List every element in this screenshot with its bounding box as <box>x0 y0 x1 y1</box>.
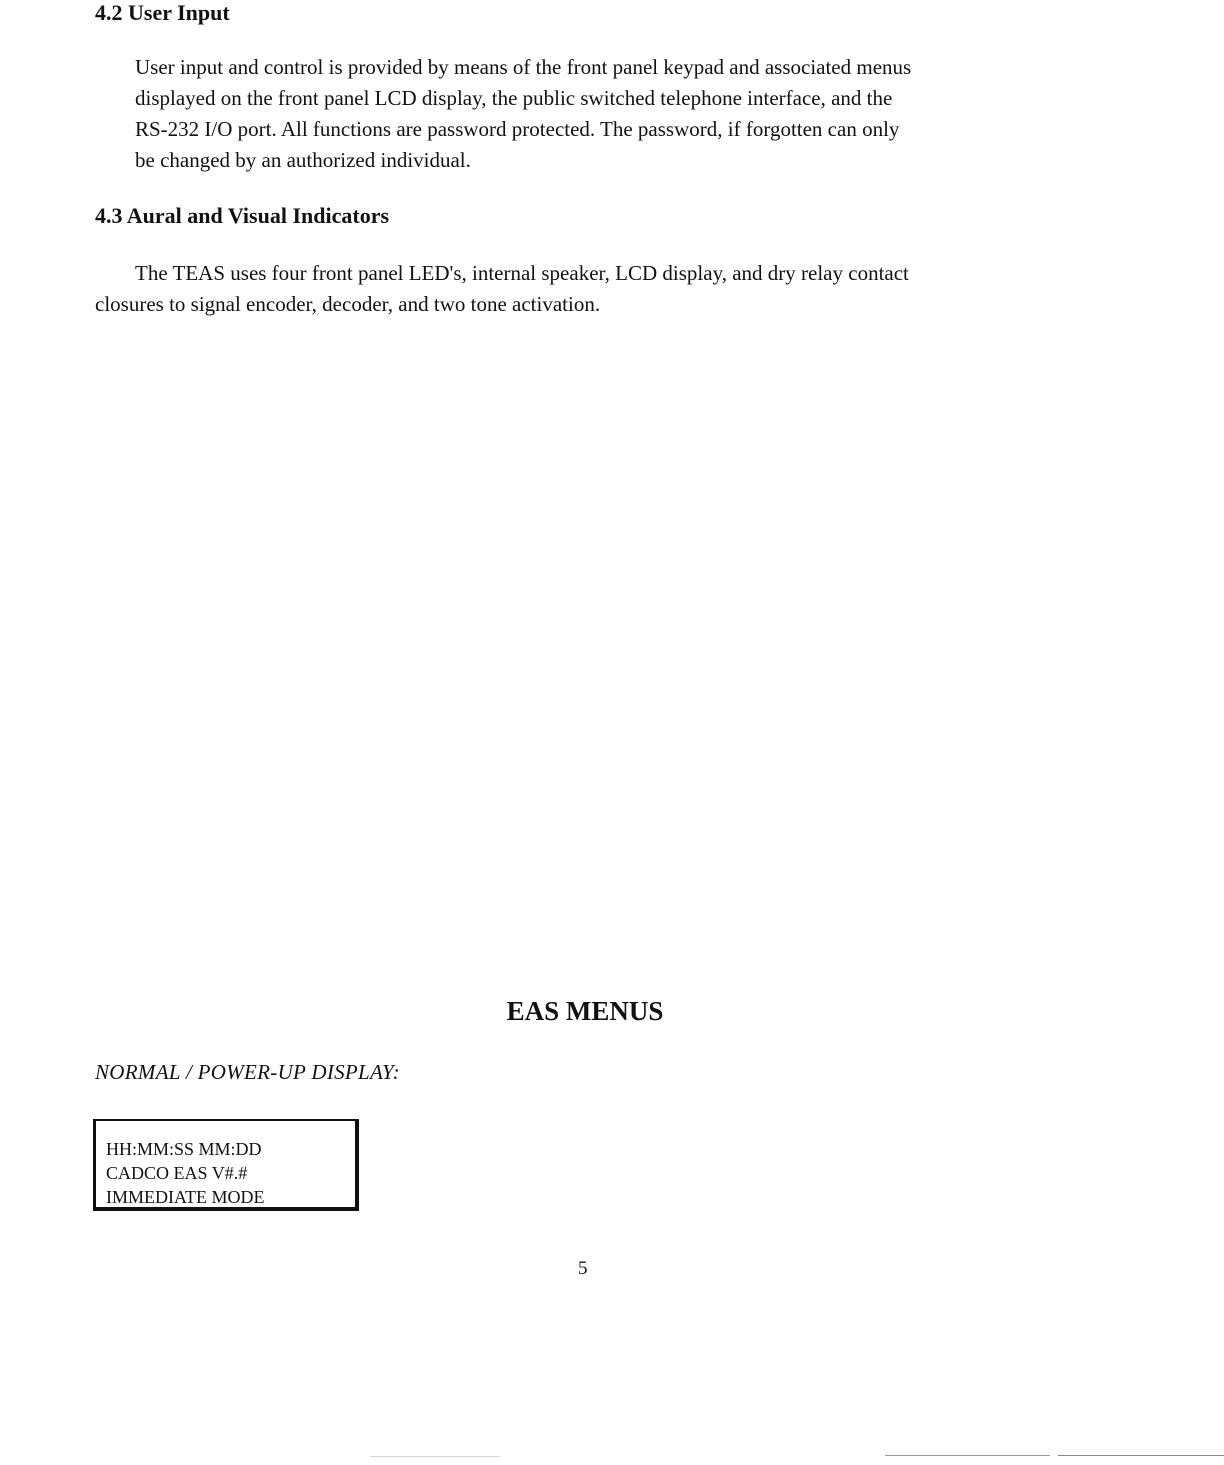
scan-artifact-line <box>885 1455 1050 1456</box>
lcd-display-box <box>93 1119 359 1211</box>
lcd-line-version: CADCO EAS V#.# <box>106 1163 248 1183</box>
section-heading-aural-visual-indicators: 4.3 Aural and Visual Indicators <box>95 203 390 228</box>
paragraph-line: User input and control is provided by means of the front panel keypad and associated menus <box>135 55 912 79</box>
paragraph-line: The TEAS uses four front panel LED's, internal speaker, LCD display, and dry relay contact <box>135 261 909 285</box>
section-heading-user-input: 4.2 User Input <box>95 0 230 25</box>
paragraph-line: be changed by an authorized individual. <box>135 148 471 172</box>
paragraph-line: closures to signal encoder, decoder, and two tone activation. <box>95 292 601 316</box>
lcd-line-time-date: HH:MM:SS MM:DD <box>106 1139 262 1159</box>
scan-artifact-line <box>370 1456 500 1457</box>
eas-menus-title: EAS MENUS <box>506 996 664 1026</box>
normal-power-up-display-caption: NORMAL / POWER-UP DISPLAY: <box>95 1060 400 1084</box>
user-input-paragraph <box>135 52 911 176</box>
lcd-line-mode: IMMEDIATE MODE <box>106 1187 265 1207</box>
paragraph-line: displayed on the front panel LCD display, the public switched telephone interface, and the <box>135 86 893 110</box>
paragraph-line: RS-232 I/O port. All functions are password protected. The password, if forgotten can only <box>135 117 900 141</box>
scan-artifact-line <box>1058 1455 1224 1456</box>
indicators-paragraph <box>95 258 909 320</box>
page-number: 5 <box>578 1258 588 1279</box>
